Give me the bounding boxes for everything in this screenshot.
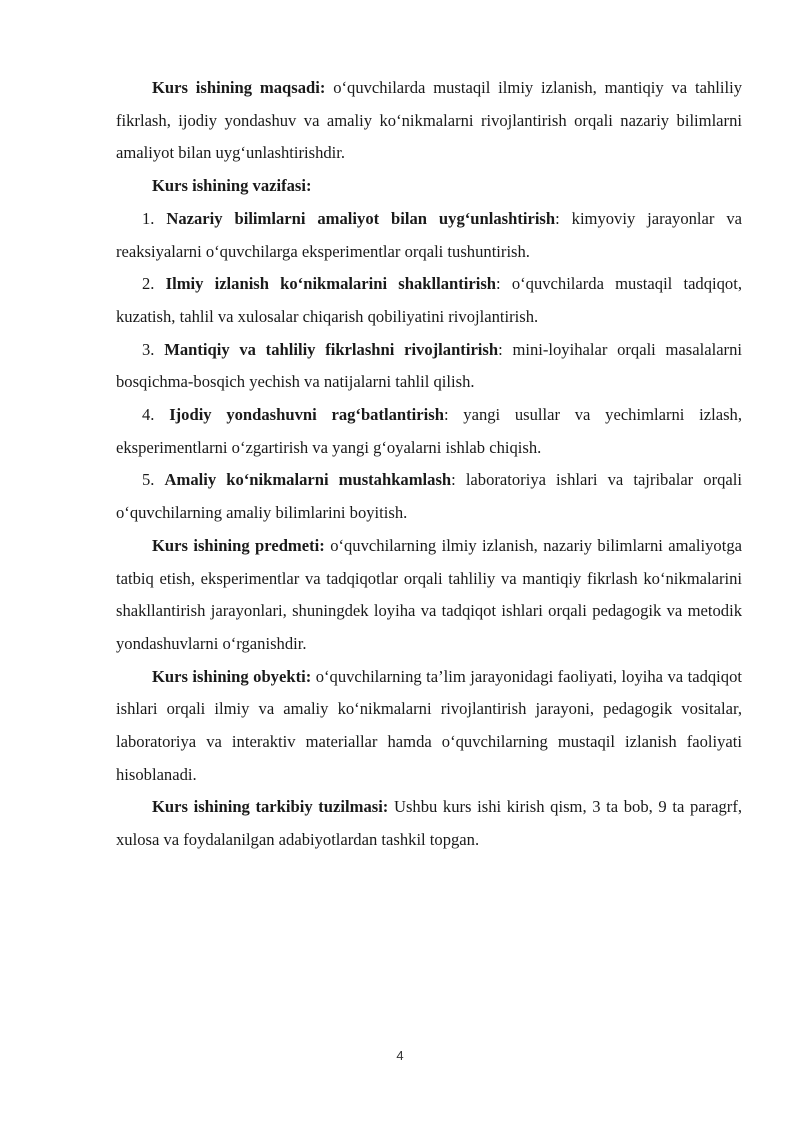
vazifa-heading xyxy=(116,170,742,203)
vazifa-label: Kurs ishining vazifasi: xyxy=(152,176,312,196)
item-title: Mantiqiy va tahliliy fikrlashni rivojlantirish xyxy=(164,339,499,359)
vazifa-item-2 xyxy=(116,268,742,333)
item-text: : mini-loyihalar orqali masalalarni bosqichma-bosqich yechish va natijalarni tahlil qilish. xyxy=(116,339,742,392)
item-title: Nazariy bilimlarni amaliyot bilan uyg‘unlashtirish xyxy=(166,208,556,228)
maqsad-paragraph xyxy=(116,72,742,170)
item-text: : yangi usullar va yechimlarni izlash, eksperimentlarni o‘zgartirish va yangi g‘oyalarni ishlab chiqish. xyxy=(116,405,742,457)
item-number: 1. xyxy=(142,208,155,228)
item-text: : laboratoriya ishlari va tajribalar orqali o‘quvchilarning amaliy bilimlarini boyitish. xyxy=(116,470,742,523)
item-number: 2. xyxy=(142,274,155,294)
vazifa-item-3 xyxy=(116,334,742,399)
obyekt-paragraph xyxy=(116,661,742,792)
tuzilma-label: Kurs ishining tarkibiy tuzilmasi: xyxy=(152,797,389,817)
tuzilma-text: Ushbu kurs ishi kirish qism, 3 ta bob, 9 ta paragrf, xulosa va foydalanilgan adabiyotlardan tashkil topgan. xyxy=(116,797,742,850)
item-title: Ilmiy izlanish ko‘nikmalarini shakllantirish xyxy=(165,274,497,294)
item-number: 4. xyxy=(142,405,155,425)
predmet-text: o‘quvchilarning ilmiy izlanish, nazariy bilimlarni amaliyotga tatbiq etish, eksperimentlar va tadqiqotlar orqali tahliliy va mantiqiy fikrlash ko‘nikmalarini shakllantirish jarayonlari, shuningdek loyiha va tadqiqot ishlari orqali pedagogik va metodik yondashuvlarni o‘rganishdir. xyxy=(116,535,742,653)
item-text: : kimyoviy jarayonlar va reaksiyalarni o‘quvchilarga eksperimentlar orqali tushuntirish. xyxy=(116,208,742,261)
maqsad-text: o‘quvchilarda mustaqil ilmiy izlanish, mantiqiy va tahliliy fikrlash, ijodiy yondashuv va amaliy ko‘nikmalarni rivojlantirish orqali nazariy bilimlarni amaliyot bilan uyg‘unlashtirishdir. xyxy=(116,78,742,163)
vazifa-item-5 xyxy=(116,464,742,529)
item-title: Ijodiy yondashuvni rag‘batlantirish xyxy=(169,405,444,425)
obyekt-label: Kurs ishining obyekti: xyxy=(152,666,312,686)
maqsad-label: Kurs ishining maqsadi: xyxy=(152,78,326,97)
item-number: 5. xyxy=(142,470,155,490)
tuzilma-paragraph xyxy=(116,791,742,856)
vazifa-item-1 xyxy=(116,203,742,268)
item-text: : o‘quvchilarda mustaqil tadqiqot, kuzatish, tahlil va xulosalar chiqarish qobiliyatini rivojlantirish. xyxy=(116,274,742,326)
predmet-label: Kurs ishining predmeti: xyxy=(152,535,325,555)
item-title: Amaliy ko‘nikmalarni mustahkamlash xyxy=(164,470,452,490)
predmet-paragraph xyxy=(116,530,742,661)
vazifa-item-4 xyxy=(116,399,742,464)
obyekt-text: o‘quvchilarning ta’lim jarayonidagi faoliyati, loyiha va tadqiqot ishlari orqali ilmiy va amaliy ko‘nikmalarni rivojlantirish jarayoni, pedagogik vositalar, laboratoriya va interaktiv materiallar hamda o‘quvchilarning mustaqil izlanish faoliyati hisoblanadi. xyxy=(116,666,742,784)
page-number: 4 xyxy=(396,1048,404,1063)
document-page xyxy=(116,72,742,857)
item-number: 3. xyxy=(142,339,155,359)
